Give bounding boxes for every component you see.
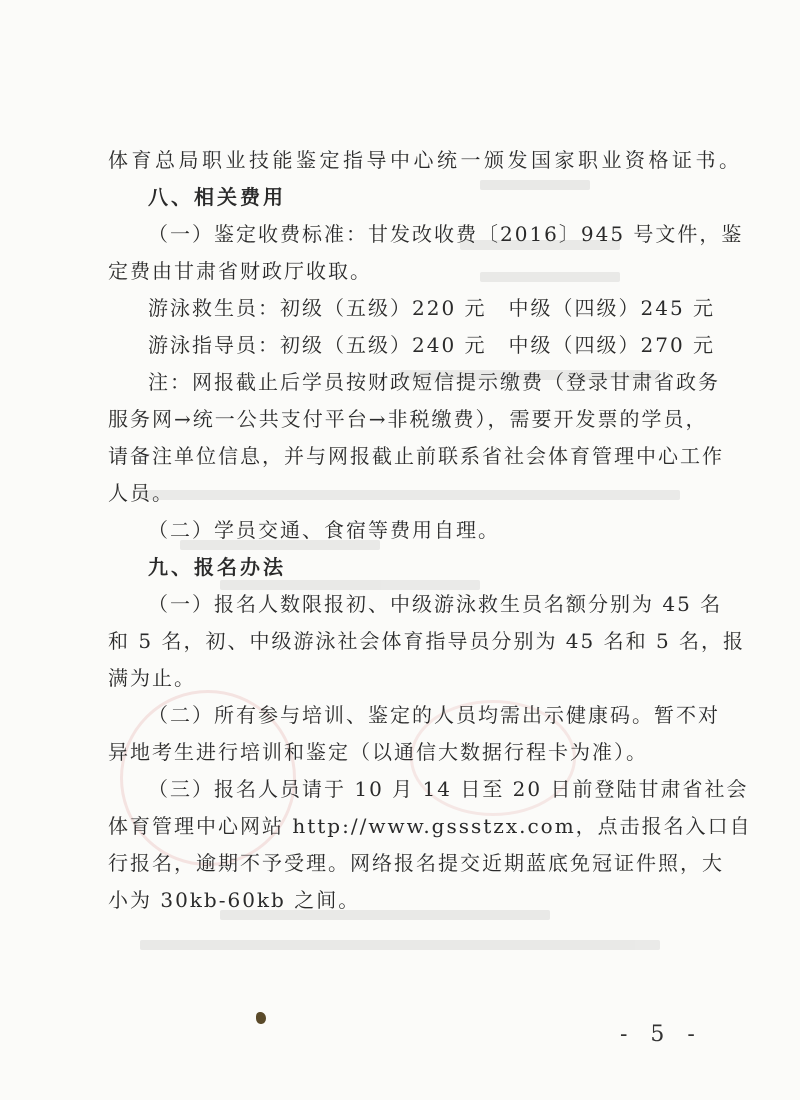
ink-speck bbox=[256, 1012, 266, 1024]
paragraph-line: 定费由甘肃省财政厅收取。 bbox=[108, 259, 372, 283]
paragraph-line: （三）报名人员请于 10 月 14 日至 20 日前登陆甘肃省社会 bbox=[148, 777, 749, 801]
paragraph-line: （二）所有参与培训、鉴定的人员均需出示健康码。暂不对 bbox=[148, 703, 720, 727]
paragraph-line: 人员。 bbox=[108, 481, 174, 505]
paragraph-line: 满为止。 bbox=[108, 666, 196, 690]
paragraph-line: 异地考生进行培训和鉴定（以通信大数据行程卡为准）。 bbox=[108, 740, 648, 764]
fee-swim-instructor: 游泳指导员：初级（五级）240 元 中级（四级）270 元 bbox=[148, 333, 716, 357]
document-body bbox=[108, 142, 752, 919]
paragraph-line: 服务网→统一公共支付平台→非税缴费），需要开发票的学员， bbox=[108, 407, 708, 431]
section-heading-9: 九、报名办法 bbox=[148, 555, 286, 579]
paragraph-line: 小为 30kb-60kb 之间。 bbox=[108, 888, 361, 912]
paragraph-line: （一）报名人数限报初、中级游泳救生员名额分别为 45 名 bbox=[148, 592, 723, 616]
section-heading-8: 八、相关费用 bbox=[148, 185, 286, 209]
paragraph-line: 请备注单位信息，并与网报截止前联系省社会体育管理中心工作 bbox=[108, 444, 724, 468]
fee-swim-lifeguard: 游泳救生员：初级（五级）220 元 中级（四级）245 元 bbox=[148, 296, 716, 320]
website-line: 体育管理中心网站 http://www.gssstzx.com，点击报名入口自 bbox=[108, 814, 752, 838]
paragraph-line: 行报名，逾期不予受理。网络报名提交近期蓝底免冠证件照，大 bbox=[108, 851, 724, 875]
page-number: - 5 - bbox=[620, 1022, 703, 1047]
paragraph-line: 体育总局职业技能鉴定指导中心统一颁发国家职业资格证书。 bbox=[108, 148, 743, 172]
paragraph-line: （一）鉴定收费标准：甘发改收费〔2016〕945 号文件，鉴 bbox=[148, 222, 744, 246]
paragraph-line: 和 5 名，初、中级游泳社会体育指导员分别为 45 名和 5 名，报 bbox=[108, 629, 746, 653]
paragraph-line: （二）学员交通、食宿等费用自理。 bbox=[148, 518, 500, 542]
paragraph-line: 注：网报截止后学员按财政短信提示缴费（登录甘肃省政务 bbox=[148, 370, 720, 394]
